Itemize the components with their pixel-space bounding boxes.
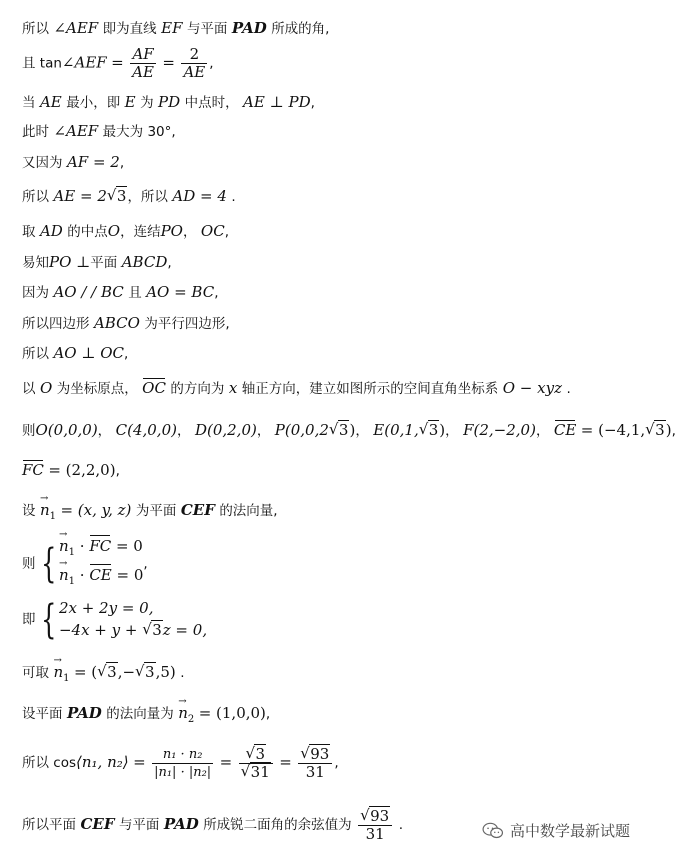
math: = 0 [111, 537, 143, 555]
subscript: 2 [187, 713, 195, 725]
fraction [298, 746, 332, 781]
math: = 0 [111, 565, 144, 584]
frac-den: 31 [305, 762, 325, 781]
frac-num [298, 746, 332, 764]
math: ∠AEF [53, 122, 99, 140]
math: = (1,0,0) [198, 704, 266, 722]
math: AD [39, 222, 63, 240]
math: · [75, 537, 90, 555]
math: z = 0, [162, 621, 208, 639]
text: 与平面 [118, 817, 160, 833]
sqrt [142, 619, 163, 641]
math: AE ⊥ PD [243, 93, 311, 111]
text: 当 [22, 95, 36, 111]
text: 取 [22, 224, 36, 240]
sqrt [135, 662, 156, 682]
text: 所以 [22, 21, 49, 37]
subscript: 1 [63, 672, 70, 684]
text: 设 [22, 503, 36, 519]
text: 所以 cos [22, 755, 77, 771]
line-3 [22, 92, 315, 113]
line-5 [22, 152, 124, 173]
fraction [181, 46, 207, 81]
math: AD = 4 [172, 187, 227, 205]
text: , [671, 423, 676, 439]
math: D(0,2,0) [194, 421, 257, 439]
text: ， [445, 423, 459, 439]
math: AO ⊥ OC [53, 344, 124, 362]
sqrt [360, 808, 390, 825]
text: 的法向量为 [106, 706, 174, 722]
frac-den: 31 [365, 824, 385, 843]
math: E(0,1, [373, 421, 419, 439]
math: PO [160, 222, 183, 240]
text: ， [182, 224, 197, 240]
equation-system [59, 597, 207, 642]
math: PO ⊥ [49, 253, 91, 271]
sqrt [419, 420, 440, 440]
sqrt [107, 186, 128, 206]
radicand: 3 [338, 421, 349, 439]
equation-row [59, 535, 143, 564]
radicand: 3 [107, 663, 117, 681]
frac-den [239, 764, 273, 781]
brace-icon: { [40, 540, 56, 587]
math: ∠AEF [53, 19, 99, 37]
fraction [130, 46, 156, 81]
text: 此时 [22, 124, 49, 140]
text: 因为 [22, 285, 49, 301]
math: AF = 2 [66, 153, 120, 171]
math: ,− [117, 663, 136, 681]
math: PAD [231, 19, 267, 37]
frac-num [239, 746, 273, 764]
subscript: 1 [68, 575, 75, 587]
text: 所以平面 [22, 817, 76, 833]
text: 则 [22, 423, 36, 439]
text: 且 tan [22, 55, 62, 72]
text: , [265, 706, 271, 722]
math: ,5) [155, 663, 176, 681]
radicand: 3 [145, 663, 155, 681]
text: . [231, 189, 236, 205]
text: . [566, 381, 571, 397]
text: , [167, 255, 172, 271]
text: 最小，即 [66, 95, 121, 111]
line-2 [22, 46, 214, 81]
vector-n1: n → [40, 500, 50, 520]
line-9 [22, 282, 219, 303]
frac-num [358, 808, 392, 826]
sqrt [645, 420, 666, 440]
math: −4x + y + [58, 621, 143, 639]
fraction [152, 746, 213, 781]
math: AO / / BC [53, 283, 124, 301]
math: O [107, 222, 121, 240]
text: ， [97, 423, 112, 439]
text: ，连结 [120, 224, 161, 240]
line-16 [22, 535, 148, 593]
text: . [180, 665, 185, 681]
math: x [228, 379, 238, 397]
math: O(0,0,0) [35, 421, 98, 439]
equation-row [59, 619, 207, 642]
vector-n1: n → [59, 564, 69, 586]
vector-n1: n → [53, 662, 63, 682]
line-6 [22, 186, 236, 207]
text: 所以四边形 [22, 316, 90, 332]
line-11 [22, 343, 128, 364]
text: 轴正方向，建立如图所示的空间直角坐标系 [241, 381, 499, 397]
radicand: 3 [152, 621, 162, 639]
radicand: 93 [310, 744, 330, 763]
math: = [133, 753, 146, 771]
math: OC [200, 222, 225, 240]
text: 最大为 30°, [102, 124, 176, 140]
text: 可取 [22, 665, 49, 681]
math: · [75, 565, 90, 584]
watermark [482, 820, 630, 841]
text: 与平面 [186, 21, 228, 37]
math: PAD [66, 704, 102, 722]
text: , [214, 285, 219, 301]
vector-fc: FC [89, 537, 112, 555]
text: , [334, 755, 339, 771]
text: ， [355, 423, 369, 439]
math: = ( [73, 663, 98, 681]
text: 的方向为 [170, 381, 225, 397]
subscript: 1 [49, 510, 56, 522]
math: CEF [180, 501, 215, 519]
vector-ce: CE [89, 565, 112, 584]
math: = [162, 53, 175, 72]
math: PAD [163, 815, 199, 833]
text: 中点时， [184, 95, 239, 111]
line-7 [22, 221, 229, 242]
line-8 [22, 252, 172, 273]
text: , [310, 95, 315, 111]
line-17 [22, 597, 207, 642]
frac-num: AF [130, 46, 156, 64]
sqrt [245, 746, 266, 763]
text: . [398, 817, 403, 833]
math: CEF [80, 815, 115, 833]
fraction [239, 746, 273, 781]
math: O [39, 379, 53, 397]
sqrt [241, 764, 271, 781]
text: 则 [22, 555, 36, 572]
math: C(4,0,0) [115, 421, 177, 439]
equation-system [59, 535, 143, 593]
fraction [358, 808, 392, 843]
watermark-text: 高中数学最新试题 [509, 822, 630, 840]
vector-n2: n → [178, 703, 188, 723]
text: 设平面 [22, 706, 63, 722]
math: ∠AEF [61, 53, 107, 72]
frac-den: AE [132, 63, 154, 81]
text: 的法向量, [219, 503, 278, 519]
text: 为 [140, 95, 154, 111]
text: 为平面 [135, 503, 177, 519]
line-14 [22, 460, 120, 481]
math: = (−4,1, [580, 421, 646, 439]
text: 为平行四边形, [144, 316, 230, 332]
line-15 [22, 500, 278, 527]
text: 易知 [22, 255, 49, 271]
text: 以 [22, 381, 36, 397]
math: = (x, y, z) [60, 501, 132, 519]
text: 所成锐二面角的余弦值为 [203, 817, 352, 833]
text: 又因为 [22, 155, 63, 171]
radicand: 3 [116, 187, 127, 205]
math: ) [439, 421, 446, 439]
radicand: 3 [428, 421, 439, 439]
text: 即 [22, 611, 36, 628]
math: F(2,−2,0) [463, 421, 536, 439]
text: , [115, 463, 120, 479]
text: ，所以 [127, 189, 168, 205]
radicand: 31 [250, 762, 270, 781]
sqrt [329, 420, 350, 440]
math: = [111, 53, 124, 72]
radicand: 3 [255, 744, 265, 763]
text: ， [176, 423, 191, 439]
line-10 [22, 313, 230, 334]
math: ⟨n₁, n₂⟩ [76, 753, 129, 771]
frac-den: |n₁| · |n₂| [154, 764, 212, 780]
text: , [124, 346, 129, 362]
math: = [279, 753, 292, 771]
text: ， [256, 423, 271, 439]
text: 所以 [22, 189, 49, 205]
text: 平面 [90, 255, 118, 271]
text: , [143, 555, 148, 572]
vector-oc: OC [142, 379, 166, 397]
math: AE [39, 93, 62, 111]
subscript: 1 [68, 546, 75, 558]
text: 即为直线 [102, 21, 157, 37]
text: 所以 [22, 346, 49, 362]
math: P(0,0,2 [274, 421, 329, 439]
text: ， [535, 423, 550, 439]
line-13 [22, 420, 676, 441]
math: ABCO [93, 314, 140, 332]
math: AE = 2 [53, 187, 107, 205]
sqrt [97, 662, 118, 682]
equation-row [59, 564, 143, 593]
brace-icon: { [40, 596, 56, 643]
text: 所成的角, [271, 21, 330, 37]
line-12 [22, 378, 571, 399]
math: O − xyz [502, 379, 562, 397]
math: ABCD [121, 253, 168, 271]
text: , [209, 55, 214, 72]
vector-n1: n → [59, 535, 69, 557]
line-19 [22, 703, 270, 730]
sqrt [300, 746, 330, 763]
equation-row: 2x + 2y = 0, [58, 599, 154, 617]
frac-den: AE [183, 63, 206, 81]
math: AO = BC [146, 283, 215, 301]
math: = (2,2,0) [48, 461, 116, 479]
vector-fc: FC [22, 461, 44, 479]
vector-ce: CE [553, 421, 577, 439]
frac-num: n₁ · n₂ [152, 746, 213, 764]
line-20 [22, 742, 339, 783]
text: 为坐标原点， [56, 381, 138, 397]
math: EF [161, 19, 183, 37]
radicand: 3 [655, 421, 665, 439]
line-21 [22, 804, 403, 845]
math: ) [665, 421, 672, 439]
line-1 [22, 18, 329, 39]
math: ) [349, 421, 356, 439]
frac-num: 2 [181, 46, 207, 64]
math: PD [158, 93, 181, 111]
line-4 [22, 121, 176, 142]
text: 的中点 [67, 224, 108, 240]
line-18 [22, 662, 185, 689]
math: E [124, 93, 136, 111]
text: , [119, 155, 125, 171]
text: , [224, 224, 229, 240]
wechat-icon [482, 822, 504, 840]
text: 且 [128, 285, 142, 301]
math: = [219, 753, 233, 771]
radicand: 93 [370, 806, 390, 825]
